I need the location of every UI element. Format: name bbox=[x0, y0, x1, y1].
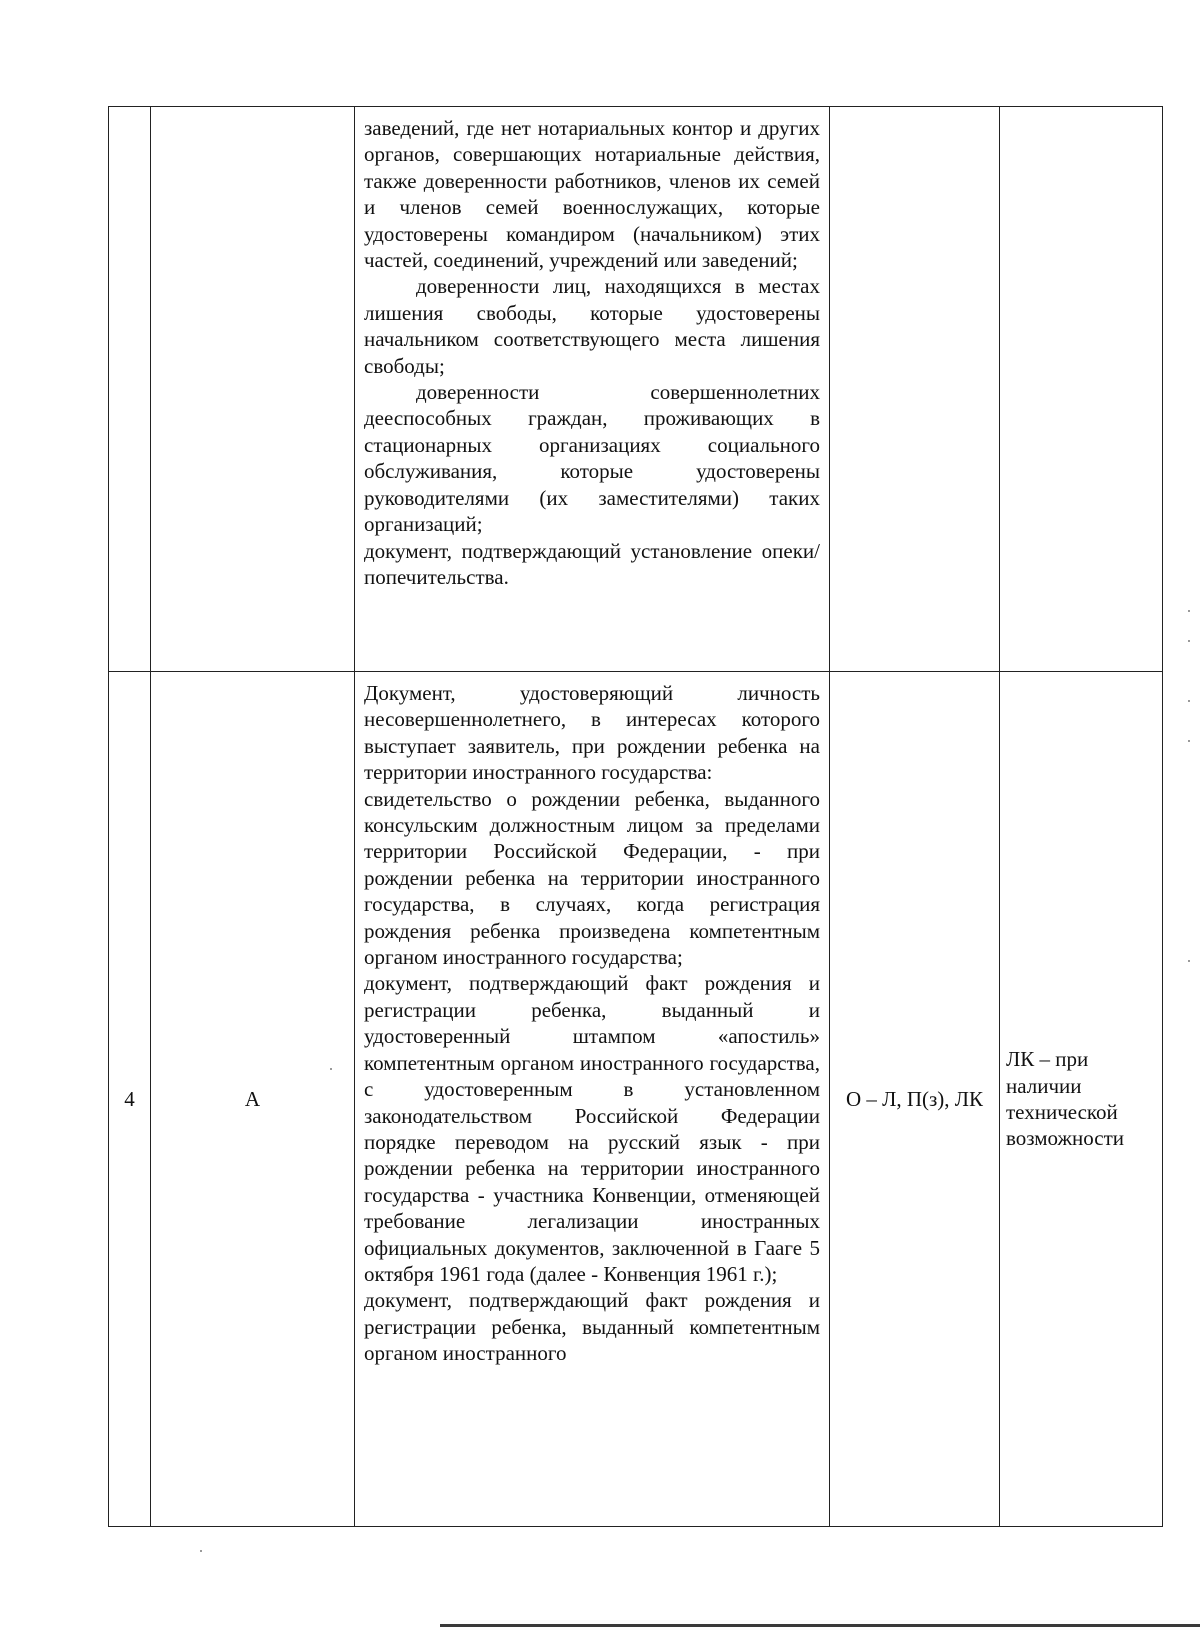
submission-method-cell bbox=[830, 107, 1000, 672]
scan-speck bbox=[1188, 740, 1190, 742]
document-table bbox=[108, 106, 1163, 1527]
document-paragraph: документ, подтверждающий факт рождения и регистрации ребенка, выданный и удостоверенный штампом «апостиль» компетентным органом иностранного государства, с удостоверенным в установленном законодательством Российской Федерации порядке переводом на русский язык - при рождении ребенка на территории иностранного государства - участника Конвенции, отменяющей требование легализации иностранных официальных документов, заключенной в Гааге 5 октября 1961 года (далее - Конвенция 1961 г.); bbox=[364, 971, 820, 1286]
note-cell bbox=[1000, 107, 1163, 672]
documents-cell bbox=[355, 672, 830, 1527]
document-paragraph: документ, подтверждающий установление опеки/попечительства. bbox=[364, 538, 820, 589]
document-paragraph: Документ, удостоверяющий личность несовершеннолетнего, в интересах которого выступает заявитель, при рождении ребенка на территории иностранного государства: bbox=[364, 681, 820, 785]
document-paragraph: доверенности совершеннолетних дееспособных граждан, проживающих в стационарных организациях социального обслуживания, которые удостоверены руководителями (их заместителями) таких организаций; bbox=[364, 380, 820, 537]
document-paragraph: свидетельство о рождении ребенка, выданного консульским должностным лицом за пределами территории Российской Федерации, - при рождении ребенка на территории иностранного государства, в случаях, когда регистрация рождения ребенка произведена компетентным органом иностранного государства; bbox=[364, 786, 820, 970]
scan-speck bbox=[1188, 960, 1190, 962]
row-number-cell bbox=[109, 107, 151, 672]
document-paragraph: документ, подтверждающий факт рождения и регистрации ребенка, выданный компетентным органом иностранного bbox=[364, 1288, 820, 1366]
note-cell: ЛК – при наличии технической возможности bbox=[1000, 672, 1163, 1527]
scan-speck bbox=[1188, 700, 1190, 702]
documents-cell bbox=[355, 107, 830, 672]
scan-speck bbox=[330, 1068, 332, 1070]
document-paragraph: заведений, где нет нотариальных контор и других органов, совершающих нотариальные действия, также доверенности работников, членов их семей и членов семей военнослужащих, которые удостоверены командиром (начальником) этих частей, соединений, учреждений или заведений; bbox=[364, 116, 820, 273]
category-cell: А bbox=[151, 672, 355, 1527]
scan-speck bbox=[200, 1550, 202, 1552]
submission-method-cell: О – Л, П(з), ЛК bbox=[830, 672, 1000, 1527]
scan-speck bbox=[1188, 610, 1190, 612]
document-paragraph: доверенности лиц, находящихся в местах лишения свободы, которые удостоверены начальником соответствующего места лишения свободы; bbox=[364, 274, 820, 378]
category-cell bbox=[151, 107, 355, 672]
table-row bbox=[109, 672, 1163, 1527]
row-number-cell: 4 bbox=[109, 672, 151, 1527]
scan-edge-line bbox=[440, 1624, 1200, 1627]
table-row bbox=[109, 107, 1163, 672]
scan-speck bbox=[1188, 640, 1190, 642]
